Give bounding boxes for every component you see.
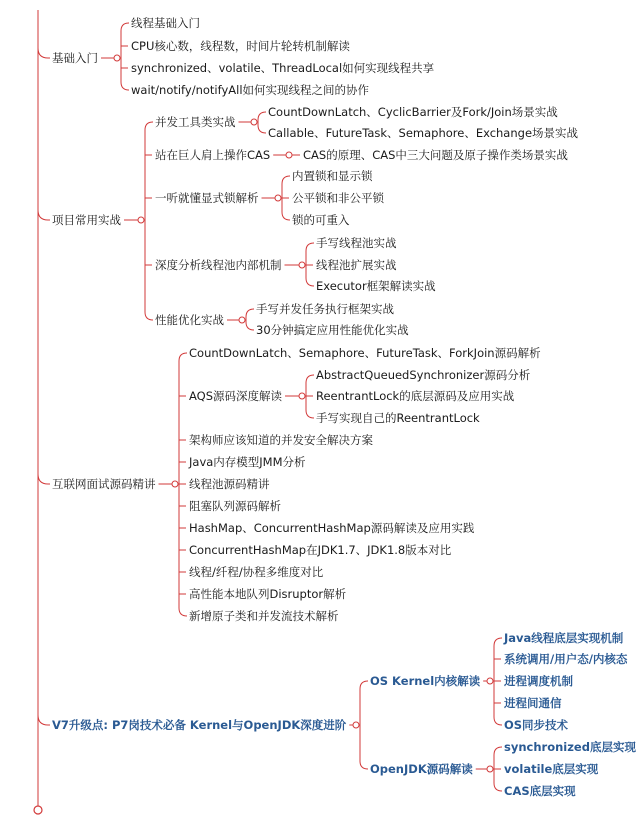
branch-n1 <box>38 48 50 58</box>
mindmap-node-n1b: CPU核心数，线程数，时间片轮转机制解读 <box>131 39 350 53</box>
edge-n2a-n2a1 <box>258 112 266 120</box>
knot-n2c <box>275 195 281 201</box>
knot-n2a <box>251 119 257 125</box>
mindmap-node-n3b1: AbstractQueuedSynchronizer源码分析 <box>316 368 531 382</box>
mindmap-node-n4a4: 进程间通信 <box>504 696 562 710</box>
mindmap-node-n2d3: Executor框架解读实战 <box>316 279 436 293</box>
mindmap-node-n2d1: 手写线程池实战 <box>316 236 397 250</box>
mindmap-node-n3c: 架构师应该知道的并发安全解决方案 <box>189 433 373 447</box>
mindmap-node-n3k: 新增原子类和并发流技术解析 <box>189 609 339 623</box>
edge-n2c-n2c1 <box>282 176 290 184</box>
mindmap-node-n3i: 线程/纤程/协程多维度对比 <box>189 565 324 579</box>
trunk-end-circle <box>34 806 42 814</box>
mindmap-node-n3j: 高性能本地队列Disruptor解析 <box>189 587 347 601</box>
mindmap-node-n3a: CountDownLatch、Semaphore、FutureTask、ForkJoin源码解析 <box>189 346 541 360</box>
mindmap-node-n3d: Java内存模型JMM分析 <box>189 455 306 469</box>
knot-n3 <box>172 481 178 487</box>
mindmap-node-n4a1: Java线程底层实现机制 <box>504 631 624 645</box>
mindmap-node-n2c: 一听就懂显式锁解析 <box>155 191 259 205</box>
mindmap-node-n3b: AQS源码深度解读 <box>189 389 283 403</box>
mindmap-node-n4: V7升级点: P7岗技术必备 Kernel与OpenJDK深度进阶 <box>52 718 347 732</box>
edge-n1-n1a <box>121 23 129 31</box>
mindmap-node-n2c3: 锁的可重入 <box>292 213 350 227</box>
edge-n3-n3a <box>179 353 187 361</box>
edge-n4-n4b <box>360 761 368 769</box>
mindmap-node-n2e2: 30分钟搞定应用性能优化实战 <box>256 323 409 337</box>
mindmap-node-n3f: 阻塞队列源码解析 <box>189 499 281 513</box>
branch-n2 <box>38 210 50 220</box>
edge-n4b-n4b3 <box>494 783 502 791</box>
knot-n3b <box>299 393 305 399</box>
mindmap-node-n2b1: CAS的原理、CAS中三大问题及原子操作类场景实战 <box>303 148 568 162</box>
edge-n2e-n2e2 <box>246 322 254 330</box>
knot-n2e <box>239 317 245 323</box>
mindmap-node-n3g: HashMap、ConcurrentHashMap源码解读及应用实践 <box>189 521 475 535</box>
mindmap-node-n2e1: 手写并发任务执行框架实战 <box>256 302 394 316</box>
mindmap-node-n1d: wait/notify/notifyAll如何实现线程之间的协作 <box>131 83 370 97</box>
edge-n3b-n3b3 <box>306 410 314 418</box>
mindmap-node-n4b2: volatile底层实现 <box>504 762 599 776</box>
edge-n4a-n4a5 <box>494 717 502 725</box>
edge-n2c-n2c3 <box>282 212 290 220</box>
mindmap-node-n2d2: 线程池扩展实战 <box>316 258 397 272</box>
knot-n2d <box>299 262 305 268</box>
mindmap-node-n2: 项目常用实战 <box>52 213 121 227</box>
mindmap-node-n2a1: CountDownLatch、CyclicBarrier及Fork/Join场景实战 <box>268 105 558 119</box>
edge-n2e-n2e1 <box>246 309 254 317</box>
mindmap-node-n3h: ConcurrentHashMap在JDK1.7、JDK1.8版本对比 <box>189 543 452 557</box>
mindmap-node-n4a5: OS同步技术 <box>504 718 569 732</box>
mindmap-node-n4a3: 进程调度机制 <box>504 674 573 688</box>
mindmap-node-n2d: 深度分析线程池内部机制 <box>155 258 282 272</box>
edge-n4-n4a <box>360 681 368 689</box>
mindmap-node-n4b1: synchronized底层实现 <box>504 740 636 754</box>
edge-n3-n3k <box>179 608 187 616</box>
knot-n1 <box>114 55 120 61</box>
knot-n2 <box>138 217 144 223</box>
edge-n2d-n2d3 <box>306 278 314 286</box>
edge-n2-n2a <box>145 122 153 130</box>
mindmap-node-n4a: OS Kernel内核解读 <box>370 674 481 688</box>
branch-n3 <box>38 474 50 484</box>
mindmap-node-n3b3: 手写实现自己的ReentrantLock <box>316 411 480 425</box>
edge-n1-n1d <box>121 82 129 90</box>
mindmap-node-n2c1: 内置锁和显示锁 <box>292 169 373 183</box>
mindmap-node-n4b: OpenJDK源码解读 <box>370 762 473 776</box>
mindmap-node-n3: 互联网面试源码精讲 <box>52 477 156 491</box>
edge-n2a-n2a2 <box>258 125 266 133</box>
mindmap-node-n2c2: 公平锁和非公平锁 <box>292 191 384 205</box>
mindmap-node-n2e: 性能优化实战 <box>155 313 224 327</box>
knot-n2b <box>286 152 292 158</box>
mindmap-node-n3b2: ReentrantLock的底层源码及应用实战 <box>316 389 515 403</box>
knot-n4 <box>353 722 359 728</box>
edge-n2d-n2d1 <box>306 243 314 251</box>
edge-n4b-n4b1 <box>494 747 502 755</box>
edge-n4a-n4a1 <box>494 638 502 646</box>
branch-n4 <box>38 715 50 725</box>
mindmap-node-n4b3: CAS底层实现 <box>504 784 576 798</box>
mindmap-node-n2a: 并发工具类实战 <box>155 115 236 129</box>
mindmap-node-n3e: 线程池源码精讲 <box>189 477 270 491</box>
mindmap-node-n4a2: 系统调用/用户态/内核态 <box>504 652 628 666</box>
mindmap-node-n2a2: Callable、FutureTask、Semaphore、Exchange场景实战 <box>268 126 579 140</box>
mindmap-node-n2b: 站在巨人肩上操作CAS <box>155 148 271 162</box>
knot-n4b <box>487 766 493 772</box>
edge-n3b-n3b1 <box>306 375 314 383</box>
edge-n2-n2e <box>145 312 153 320</box>
knot-n4a <box>487 678 493 684</box>
mindmap-node-n1c: synchronized、volatile、ThreadLocal如何实现线程共享 <box>131 61 435 75</box>
mindmap-node-n1a: 线程基础入门 <box>131 16 200 30</box>
mindmap-node-n1: 基础入门 <box>52 51 98 65</box>
